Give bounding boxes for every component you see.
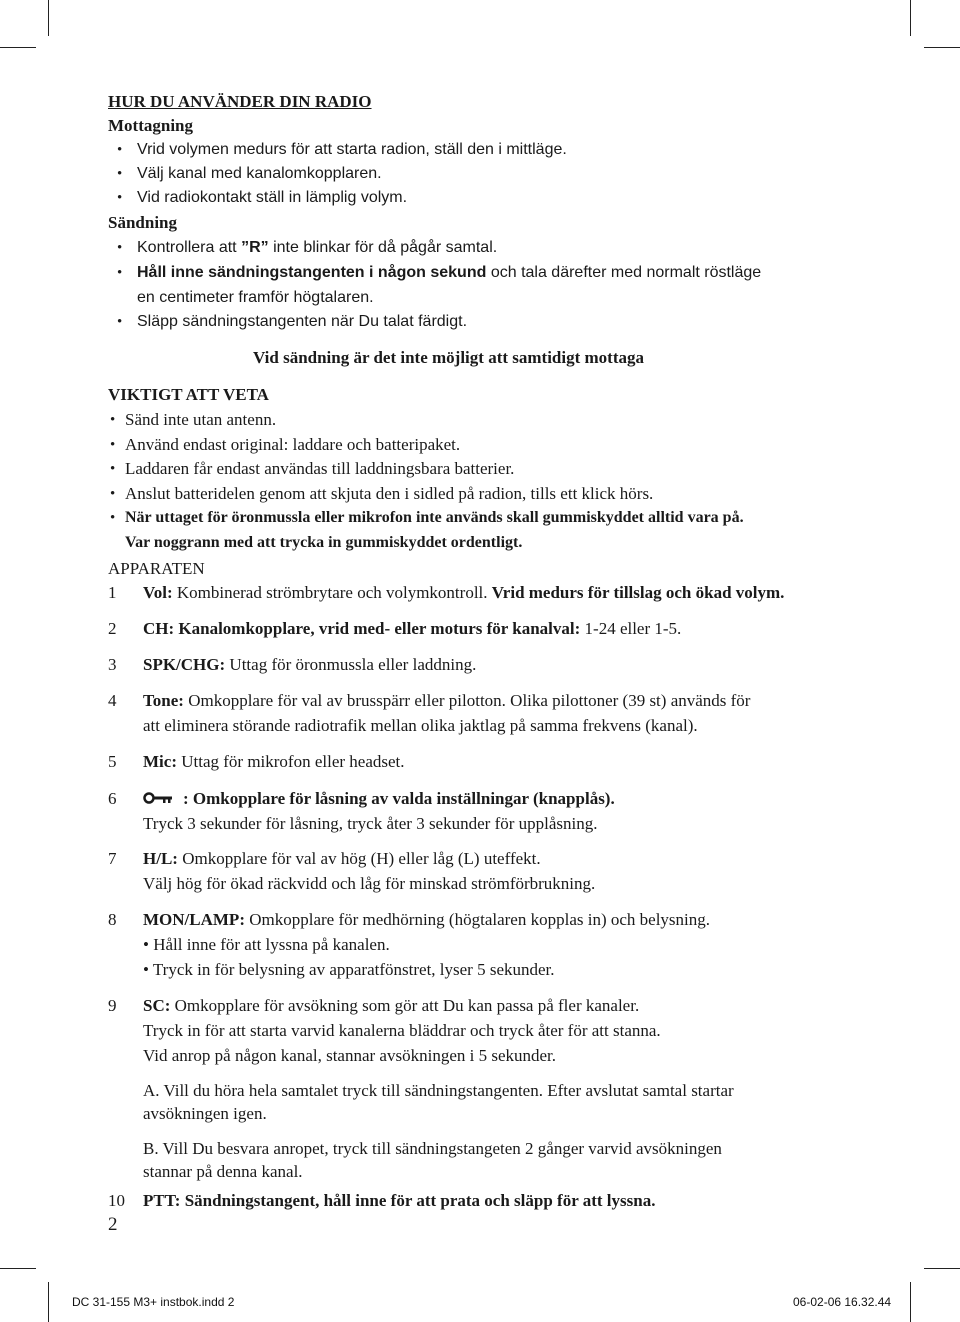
item-text: Uttag för mikrofon eller headset. — [176, 752, 405, 771]
item-note-a: avsökningen igen. — [143, 1104, 267, 1123]
apparaten-item-4 — [143, 690, 750, 712]
sandning-heading: Sändning — [108, 213, 177, 232]
apparaten-item-10 — [143, 1190, 655, 1212]
list-item-continuation: Var noggrann med att trycka in gummiskyddet ordentligt. — [125, 534, 523, 551]
item-note-b: B. Vill Du besvara anropet, tryck till sändningstangeten 2 gånger varvid avsökningen — [143, 1139, 722, 1158]
crop-mark — [0, 47, 36, 48]
item-label: CH: Kanalomkopplare, vrid med- eller moturs för kanalval: — [143, 619, 581, 638]
list-item-text: inte blinkar för då pågår samtal. — [268, 239, 498, 256]
list-item-bold: ”R” — [241, 239, 269, 256]
apparaten-item-6 — [143, 788, 615, 811]
item-number: 7 — [108, 849, 117, 868]
footer-timestamp: 06-02-06 16.32.44 — [793, 1295, 892, 1309]
page-number: 2 — [108, 1214, 118, 1235]
list-item: Använd endast original: laddare och batteripaket. — [125, 435, 461, 454]
item-note-b: stannar på denna kanal. — [143, 1162, 303, 1181]
item-label: PTT: Sändningstangent, håll inne för att prata och släpp för att lyssna. — [143, 1191, 656, 1210]
page-title: HUR DU ANVÄNDER DIN RADIO — [108, 92, 372, 111]
item-sub-bullet: • Håll inne för att lyssna på kanalen. — [143, 935, 390, 954]
item-number: 10 — [108, 1191, 125, 1210]
crop-mark — [0, 1268, 36, 1269]
bullet-icon: • — [117, 240, 123, 256]
mottagning-heading: Mottagning — [108, 116, 193, 135]
item-text-bold: Vrid medurs för tillslag och ökad volym. — [491, 583, 785, 602]
list-item: Välj kanal med kanalomkopplaren. — [137, 165, 382, 182]
item-number: 5 — [108, 752, 117, 771]
item-note-a: A. Vill du höra hela samtalet tryck till sändningstangenten. Efter avslutat samtal startar — [143, 1081, 734, 1100]
item-text: Omkopplare för val av hög (H) eller låg (L) uteffekt. — [177, 849, 541, 868]
list-item: Vid radiokontakt ställ in lämplig volym. — [137, 189, 408, 206]
item-label: Vol: — [143, 583, 173, 602]
item-text: Uttag för öronmussla eller laddning. — [225, 655, 477, 674]
item-label: Mic: — [143, 752, 177, 771]
item-label: H/L: — [143, 849, 178, 868]
bullet-icon: • — [117, 142, 123, 158]
item-text: Omkopplare för medhörning (högtalaren kopplas in) och belysning. — [244, 910, 711, 929]
item-label: Tone: — [143, 691, 184, 710]
item-label: SPK/CHG: — [143, 655, 226, 674]
footer-file: DC 31-155 M3+ instbok.indd 2 — [72, 1295, 235, 1309]
item-number: 3 — [108, 655, 117, 674]
item-sub-bullet: • Tryck in för belysning av apparatfönstret, lyser 5 sekunder. — [143, 960, 555, 979]
list-item: När uttaget för öronmussla eller mikrofon inte används skall gummiskyddet alltid vara på. — [125, 509, 744, 526]
viktigt-heading: VIKTIGT ATT VETA — [108, 385, 269, 404]
item-continuation: Tryck 3 sekunder för låsning, tryck åter 3 sekunder för upplåsning. — [143, 814, 598, 833]
crop-mark — [910, 0, 911, 36]
crop-mark — [910, 1282, 911, 1322]
bullet-icon: • — [117, 314, 123, 330]
crop-mark — [924, 1268, 960, 1269]
sandning-note: Vid sändning är det inte möjligt att samtidigt mottaga — [253, 348, 644, 367]
list-item-bold: Håll inne sändningstangenten i någon sekund — [137, 264, 487, 281]
item-number: 2 — [108, 619, 117, 638]
bullet-icon: • — [117, 190, 123, 206]
bullet-icon: • — [110, 412, 116, 428]
item-text: Omkopplare för val av brusspärr eller pilotton. Olika pilottoner (39 st) används för — [183, 691, 751, 710]
item-number: 8 — [108, 910, 117, 929]
list-item: Sänd inte utan antenn. — [125, 410, 277, 429]
item-text: Omkopplare för avsökning som gör att Du kan passa på fler kanaler. — [170, 996, 640, 1015]
crop-mark — [924, 47, 960, 48]
item-label: SC: — [143, 996, 171, 1015]
bullet-icon: • — [117, 166, 123, 182]
bullet-icon: • — [110, 461, 116, 477]
item-text: 1-24 eller 1-5. — [580, 619, 682, 638]
item-text: Kombinerad strömbrytare och volymkontroll. — [172, 583, 492, 602]
bullet-icon: • — [110, 510, 116, 526]
bullet-icon: • — [110, 437, 116, 453]
apparaten-item-1 — [143, 582, 784, 604]
list-item: Laddaren får endast användas till laddningsbara batterier. — [125, 459, 515, 478]
list-item-text: och tala därefter med normalt röstläge — [486, 264, 762, 281]
list-item: Anslut batteridelen genom att skjuta den i sidled på radion, tills ett klick hörs. — [125, 484, 654, 503]
item-number: 9 — [108, 996, 117, 1015]
apparaten-heading: APPARATEN — [108, 559, 205, 578]
apparaten-item-7 — [143, 848, 541, 870]
apparaten-item-2 — [143, 618, 681, 640]
key-icon — [143, 789, 173, 811]
list-item: Vrid volymen medurs för att starta radion, ställ den i mittläge. — [137, 141, 567, 158]
apparaten-item-5 — [143, 751, 405, 773]
crop-mark — [48, 0, 49, 36]
item-continuation: Välj hög för ökad räckvidd och låg för minskad strömförbrukning. — [143, 874, 596, 893]
crop-mark — [48, 1282, 49, 1322]
item-label: : Omkopplare för låsning av valda inställningar (knapplås). — [183, 789, 615, 808]
item-number: 1 — [108, 583, 117, 602]
apparaten-item-8 — [143, 909, 710, 931]
list-item-continuation: en centimeter framför högtalaren. — [137, 289, 374, 306]
item-continuation: att eliminera störande radiotrafik mellan olika jaktlag på samma frekvens (kanal). — [143, 716, 698, 735]
list-item — [137, 237, 497, 259]
list-item — [137, 262, 761, 284]
item-continuation: Tryck in för att starta varvid kanalerna bläddrar och tryck åter för att stanna. — [143, 1021, 661, 1040]
bullet-icon: • — [117, 265, 123, 281]
item-label: MON/LAMP: — [143, 910, 245, 929]
item-number: 6 — [108, 789, 117, 808]
apparaten-item-9 — [143, 995, 639, 1017]
list-item-text: Kontrollera att — [137, 239, 242, 256]
item-continuation: Vid anrop på någon kanal, stannar avsökningen i 5 sekunder. — [143, 1046, 557, 1065]
apparaten-item-3 — [143, 654, 476, 676]
item-number: 4 — [108, 691, 117, 710]
bullet-icon: • — [110, 486, 116, 502]
list-item: Släpp sändningstangenten när Du talat färdigt. — [137, 313, 468, 330]
